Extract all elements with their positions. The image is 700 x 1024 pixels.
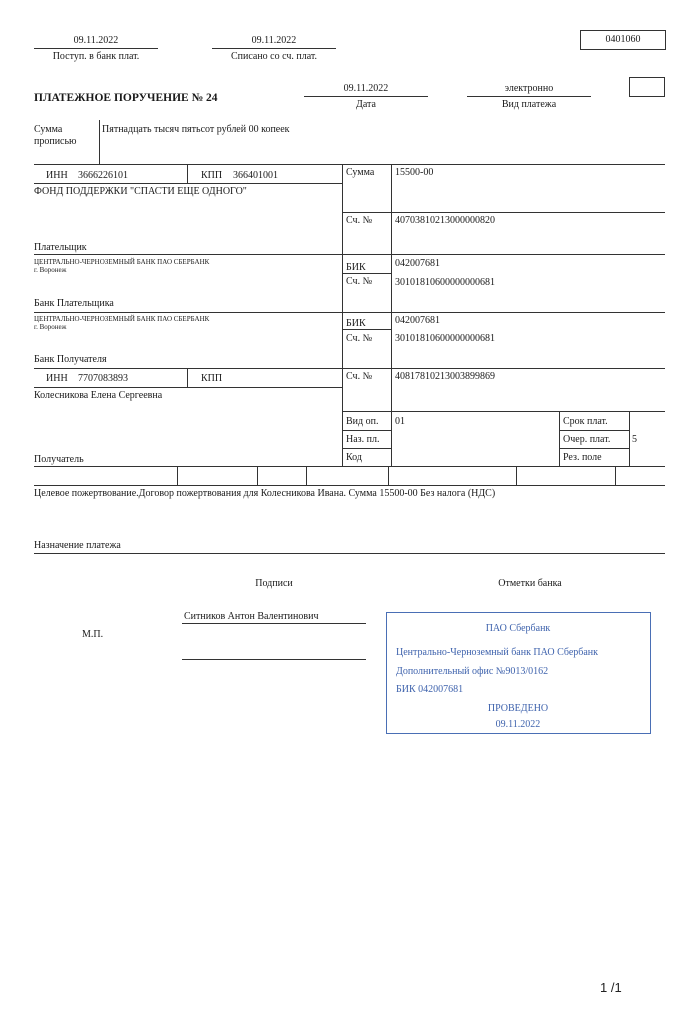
payee-inn-label: ИНН [46,373,68,384]
debited-label: Списано со сч. плат. [230,51,318,62]
payer-kpp: 366401001 [233,170,278,181]
purpose-label: Назначение платежа [34,540,121,551]
payee-bottom-line [34,466,665,467]
code-label: Код [346,452,362,463]
received-label: Поступ. в банк плат. [52,51,140,62]
tax-cell-divider-6 [615,466,616,485]
signature-line-1 [182,623,366,624]
payer-account-label: Сч. № [346,215,373,226]
payee-bank-bottom-line [34,368,665,369]
secondary-vertical-divider [391,164,392,466]
stamp-place-label: М.П. [82,629,104,640]
tax-cell-divider-5 [516,466,517,485]
payee-inn: 7707083893 [78,373,128,384]
payee-bank-account-label: Сч. № [346,333,373,344]
payer-account: 40703810213000000820 [395,215,495,226]
stamp-status: ПРОВЕДЕНО [487,703,549,714]
payee-bank-bik-line [342,329,391,330]
payer-sum-label: Сумма [346,167,375,178]
received-date: 09.11.2022 [73,35,119,46]
payee-bank-label: Банк Получателя [34,354,107,365]
main-vertical-divider [342,164,343,466]
payee-account-label: Сч. № [346,371,373,382]
stamp-bank: ПАО Сбербанк [485,623,551,634]
reserve-label: Рез. поле [563,452,602,463]
payer-inn-line [34,183,342,184]
payer-label: Плательщик [34,242,87,253]
stamp-office: Дополнительный офис №9013/0162 [396,666,549,677]
payee-bank-city: г. Воронеж [34,323,67,331]
payee-label: Получатель [34,454,84,465]
order-date-label: Дата [356,99,376,110]
op-type-line [342,430,391,431]
stamp-date: 09.11.2022 [495,719,541,730]
payer-bank-account: 30101810600000000681 [395,277,495,288]
payment-type: электронно [504,83,554,94]
term-left-divider [559,411,560,466]
tax-cell-divider-4 [388,466,389,485]
amount-words-label-1: Сумма [34,124,63,135]
debited-date-line [212,48,336,49]
payer-bank-bik-label: БИК [346,262,366,273]
payer-bank-bik: 042007681 [395,258,440,269]
priority-line [559,448,629,449]
amount-words-label-2: прописью [34,136,77,147]
payer-bank-bik-line [342,273,391,274]
payer-inn-kpp-divider [187,164,188,183]
purpose-bottom-line [34,553,665,554]
payer-bank-city: г. Воронеж [34,266,67,274]
tax-cell-divider-2 [257,466,258,485]
op-type: 01 [395,416,405,427]
payment-type-line [467,96,591,97]
amount-words-value: Пятнадцать тысяч пятьсот рублей 00 копеек [102,124,290,135]
payee-bank-bik: 042007681 [395,315,440,326]
payer-inn: 3666226101 [78,170,128,181]
sum-bottom-line [342,212,665,213]
purpose-code-line [342,448,391,449]
bank-marks-title: Отметки банка [498,578,562,589]
term-right-divider [629,411,630,466]
priority-label: Очер. плат. [563,434,611,445]
signer-name: Ситников Антон Валентинович [184,611,319,622]
payee-account: 40817810213003899869 [395,371,495,382]
amount-words-divider [99,120,100,164]
stamp-branch: Центрально-Черноземный банк ПАО Сбербанк [396,647,599,658]
payer-inn-label: ИНН [46,170,68,181]
payer-name: ФОНД ПОДДЕРЖКИ "СПАСТИ ЕЩЕ ОДНОГО" [34,186,247,197]
payee-bank-account: 30101810600000000681 [395,333,495,344]
received-date-line [34,48,158,49]
payee-inn-line [34,387,342,388]
order-date-line [304,96,428,97]
purpose-code-label: Наз. пл. [346,434,380,445]
payee-kpp-label: КПП [201,373,223,384]
payee-name: Колесникова Елена Сергеевна [34,390,163,401]
payee-account-bottom-line [342,411,665,412]
payment-type-label: Вид платежа [501,99,557,110]
page-title: ПЛАТЕЖНОЕ ПОРУЧЕНИЕ № 24 [34,92,218,104]
purpose-text: Целевое пожертвование.Договор пожертвования для Колесникова Ивана. Сумма 15500-00 Без налога (НДС) [34,488,496,499]
payer-bank-name: ЦЕНТРАЛЬНО-ЧЕРНОЗЕМНЫЙ БАНК ПАО СБЕРБАНК [34,258,210,266]
bank-stamp [386,612,651,734]
stamp-bik: БИК 042007681 [396,684,464,695]
op-type-label: Вид оп. [346,416,379,427]
tax-cell-divider-1 [177,466,178,485]
term-label: Срок плат. [563,416,608,427]
payee-bank-name: ЦЕНТРАЛЬНО-ЧЕРНОЗЕМНЫЙ БАНК ПАО СБЕРБАНК [34,315,210,323]
priority: 5 [632,434,637,445]
payee-bank-bik-label: БИК [346,318,366,329]
signatures-title: Подписи [255,578,293,589]
form-code: 0401060 [605,34,641,45]
term-line [559,430,629,431]
payer-bank-account-label: Сч. № [346,276,373,287]
payer-kpp-label: КПП [201,170,223,181]
payer-sum: 15500-00 [395,167,434,178]
payer-bottom-line [34,254,665,255]
payee-inn-kpp-divider [187,368,188,387]
payer-bank-bottom-line [34,312,665,313]
tax-row-bottom-line [34,485,665,486]
amount-words-bottom-line [34,164,665,165]
signature-line-2 [182,659,366,660]
form-code-box [580,30,666,50]
debited-date: 09.11.2022 [251,35,297,46]
payer-bank-label: Банк Плательщика [34,298,114,309]
page-indicator: 1 /1 [600,980,622,995]
tax-cell-divider-3 [306,466,307,485]
payment-code-box [629,77,665,97]
order-date: 09.11.2022 [343,83,389,94]
